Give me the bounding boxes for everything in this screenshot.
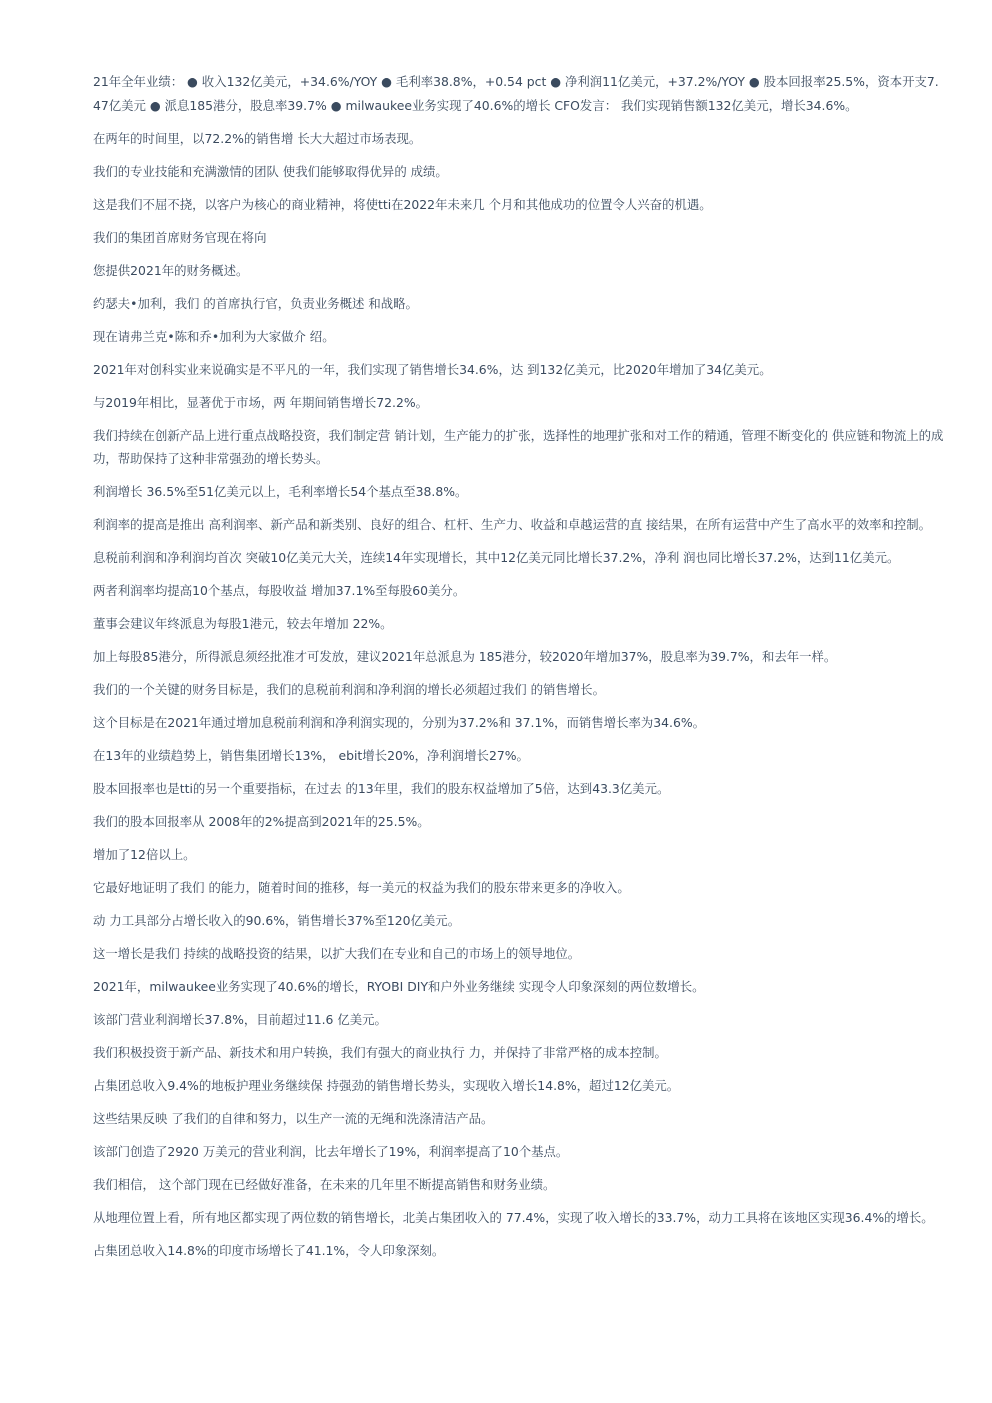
paragraph: 该部门创造了2920 万美元的营业利润，比去年增长了19%，利润率提高了10个基点。 (93, 1144, 569, 1159)
paragraph: 董事会建议年终派息为每股1港元，较去年增加 22%。 (93, 616, 393, 631)
paragraph: 占集团总收入14.8%的印度市场增长了41.1%，令人印象深刻。 (93, 1243, 445, 1258)
paragraph: 这是我们不屈不挠，以客户为核心的商业精神，将使tti在2022年未来几 个月和其他成功的位置令人兴奋的机遇。 (93, 196, 712, 212)
paragraph: 约瑟夫•加利，我们 的首席执行官，负责业务概述 和战略。 (93, 295, 418, 311)
paragraph: 两者利润率均提高10个基点，每股收益 增加37.1%至每股60美分。 (93, 583, 466, 598)
paragraph: 2021年，milwaukee业务实现了40.6%的增长，RYOBI DIY和户外业务继续 实现令人印象深刻的两位数增长。 (93, 979, 705, 994)
paragraph: 这一增长是我们 持续的战略投资的结果，以扩大我们在专业和自己的市场上的领导地位。 (93, 946, 581, 961)
paragraph: 这些结果反映 了我们的自律和努力，以生产一流的无绳和洗涤清洁产品。 (93, 1111, 494, 1126)
paragraph: 在两年的时间里，以72.2%的销售增 长大大超过市场表现。 (93, 130, 422, 146)
paragraph: 与2019年相比，显著优于市场，两 年期间销售增长72.2%。 (93, 394, 429, 410)
paragraph: 加上每股85港分，所得派息须经批准才可发放，建议2021年总派息为 185港分，较2020年增加37%，股息率为39.7%，和去年一样。 (93, 649, 837, 664)
paragraph: 我们积极投资于新产品、新技术和用户转换，我们有强大的商业执行 力，并保持了非常严格的成本控制。 (93, 1045, 667, 1060)
paragraph: 我们的股本回报率从 2008年的2%提高到2021年的25.5%。 (93, 814, 430, 829)
document-body (93, 70, 945, 1272)
paragraph: 息税前利润和净利润均首次 突破10亿美元大关，连续14年实现增长，其中12亿美元同比增长37.2%，净利 润也同比增长37.2%，达到11亿美元。 (93, 550, 900, 565)
paragraph: 现在请弗兰克•陈和乔•加利为大家做介 绍。 (93, 328, 335, 344)
paragraph: 利润增长 36.5%至51亿美元以上，毛利率增长54个基点至38.8%。 (93, 484, 468, 499)
paragraph: 我们持续在创新产品上进行重点战略投资，我们制定营 销计划，生产能力的扩张，选择性的地理扩张和对工作的精通，管理不断变化的 供应链和物流上的成功，帮助保持了这种非常强劲的增长势头。 (93, 427, 944, 466)
paragraph: 利润率的提高是推出 高利润率、新产品和新类别、良好的组合、杠杆、生产力、收益和卓越运营的直 接结果，在所有运营中产生了高水平的效率和控制。 (93, 517, 932, 532)
paragraph: 股本回报率也是tti的另一个重要指标，在过去 的13年里，我们的股东权益增加了5倍，达到43.3亿美元。 (93, 781, 670, 796)
paragraph: 我们的一个关键的财务目标是，我们的息税前利润和净利润的增长必须超过我们 的销售增长。 (93, 682, 605, 697)
paragraph: 我们相信， 这个部门现在已经做好准备，在未来的几年里不断提高销售和财务业绩。 (93, 1177, 556, 1192)
paragraph: 在13年的业绩趋势上，销售集团增长13%， ebit增长20%，净利润增长27%。 (93, 748, 529, 763)
paragraph: 2021年对创科实业来说确实是不平凡的一年，我们实现了销售增长34.6%，达 到132亿美元，比2020年增加了34亿美元。 (93, 361, 772, 377)
paragraph: 您提供2021年的财务概述。 (93, 262, 249, 278)
paragraph: 占集团总收入9.4%的地板护理业务继续保 持强劲的销售增长势头，实现收入增长14.8%，超过12亿美元。 (93, 1078, 680, 1093)
paragraph: 从地理位置上看，所有地区都实现了两位数的销售增长，北美占集团收入的 77.4%，实现了收入增长的33.7%，动力工具将在该地区实现36.4%的增长。 (93, 1210, 934, 1225)
paragraph: 该部门营业利润增长37.8%，目前超过11.6 亿美元。 (93, 1012, 387, 1027)
paragraph: 它最好地证明了我们 的能力，随着时间的推移，每一美元的权益为我们的股东带来更多的净收入。 (93, 880, 630, 895)
paragraph-full-year-results: 21年全年业绩： ● 收入132亿美元，+34.6%/YOY ● 毛利率38.8%，+0.54 pct ● 净利润11亿美元，+37.2%/YOY ● 股本回报率25.5%，资本开支7.47亿美元 ● 派息185港分，股息率39.7% ● milwaukee业务实现了40.6%的增长 CFO发言： 我们实现销售额132亿美元，增长34.6%。 (93, 74, 939, 113)
paragraph: 这个目标是在2021年通过增加息税前利润和净利润实现的，分别为37.2%和 37.1%，而销售增长率为34.6%。 (93, 715, 706, 730)
paragraph: 我们的集团首席财务官现在将向 (93, 229, 267, 245)
paragraph: 增加了12倍以上。 (93, 847, 196, 862)
paragraph: 我们的专业技能和充满激情的团队 使我们能够取得优异的 成绩。 (93, 163, 448, 179)
paragraph: 动 力工具部分占增长收入的90.6%，销售增长37%至120亿美元。 (93, 913, 461, 928)
